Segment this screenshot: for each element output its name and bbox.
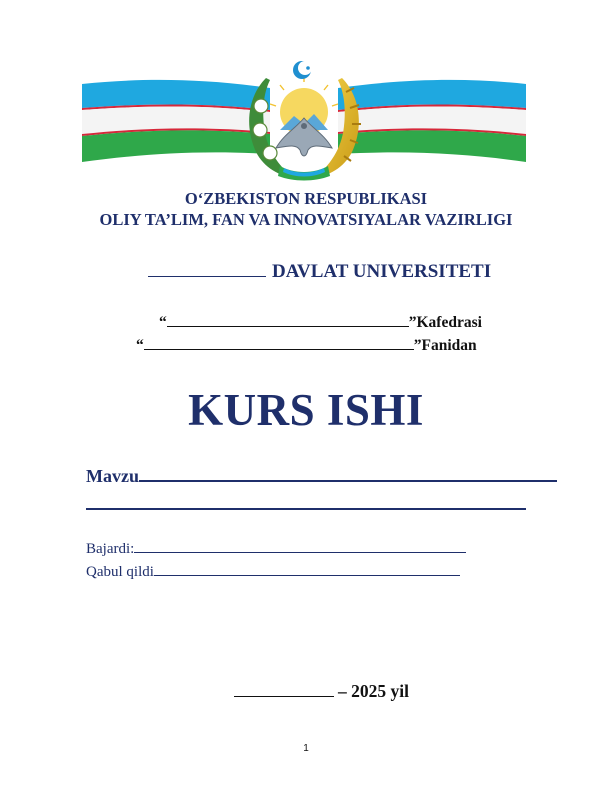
department-name-blank[interactable]	[167, 313, 409, 327]
university-line	[148, 258, 491, 283]
subject-open-quote: “	[136, 337, 144, 354]
performed-by-line	[86, 539, 466, 558]
document-title: KURS ISHI	[188, 385, 424, 435]
accepted-by-blank[interactable]	[154, 562, 460, 576]
topic-blank[interactable]	[139, 462, 557, 482]
republic-heading: O‘ZBEKISTON RESPUBLIKASI	[184, 189, 428, 208]
department-open-quote: “	[159, 314, 167, 331]
university-name-blank[interactable]	[148, 258, 266, 277]
year-line	[234, 681, 409, 702]
topic-label: Mavzu	[86, 466, 139, 486]
subject-suffix: ”Fanidan	[413, 337, 477, 354]
topic-line	[86, 462, 557, 487]
national-flag-left	[82, 80, 270, 162]
year-blank[interactable]	[234, 681, 334, 697]
national-flag-right	[338, 80, 526, 162]
subject-line	[136, 336, 477, 355]
performed-by-label: Bajardi:	[86, 541, 135, 557]
year-text: – 2025 yil	[338, 681, 409, 701]
topic-blank-second-line[interactable]	[86, 508, 526, 510]
page-number: 1	[303, 743, 309, 754]
flag-emblem-banner	[80, 48, 528, 188]
accepted-by-label: Qabul qildi	[86, 564, 154, 580]
performed-by-blank[interactable]	[134, 539, 466, 553]
ministry-heading: OLIY TA’LIM, FAN VA INNOVATSIYALAR VAZIRLIGI	[99, 210, 513, 229]
subject-name-blank[interactable]	[144, 336, 414, 350]
university-suffix: DAVLAT UNIVERSITETI	[272, 261, 492, 282]
accepted-by-line	[86, 562, 460, 581]
department-line	[159, 313, 482, 332]
department-suffix: ”Kafedrasi	[408, 314, 482, 331]
